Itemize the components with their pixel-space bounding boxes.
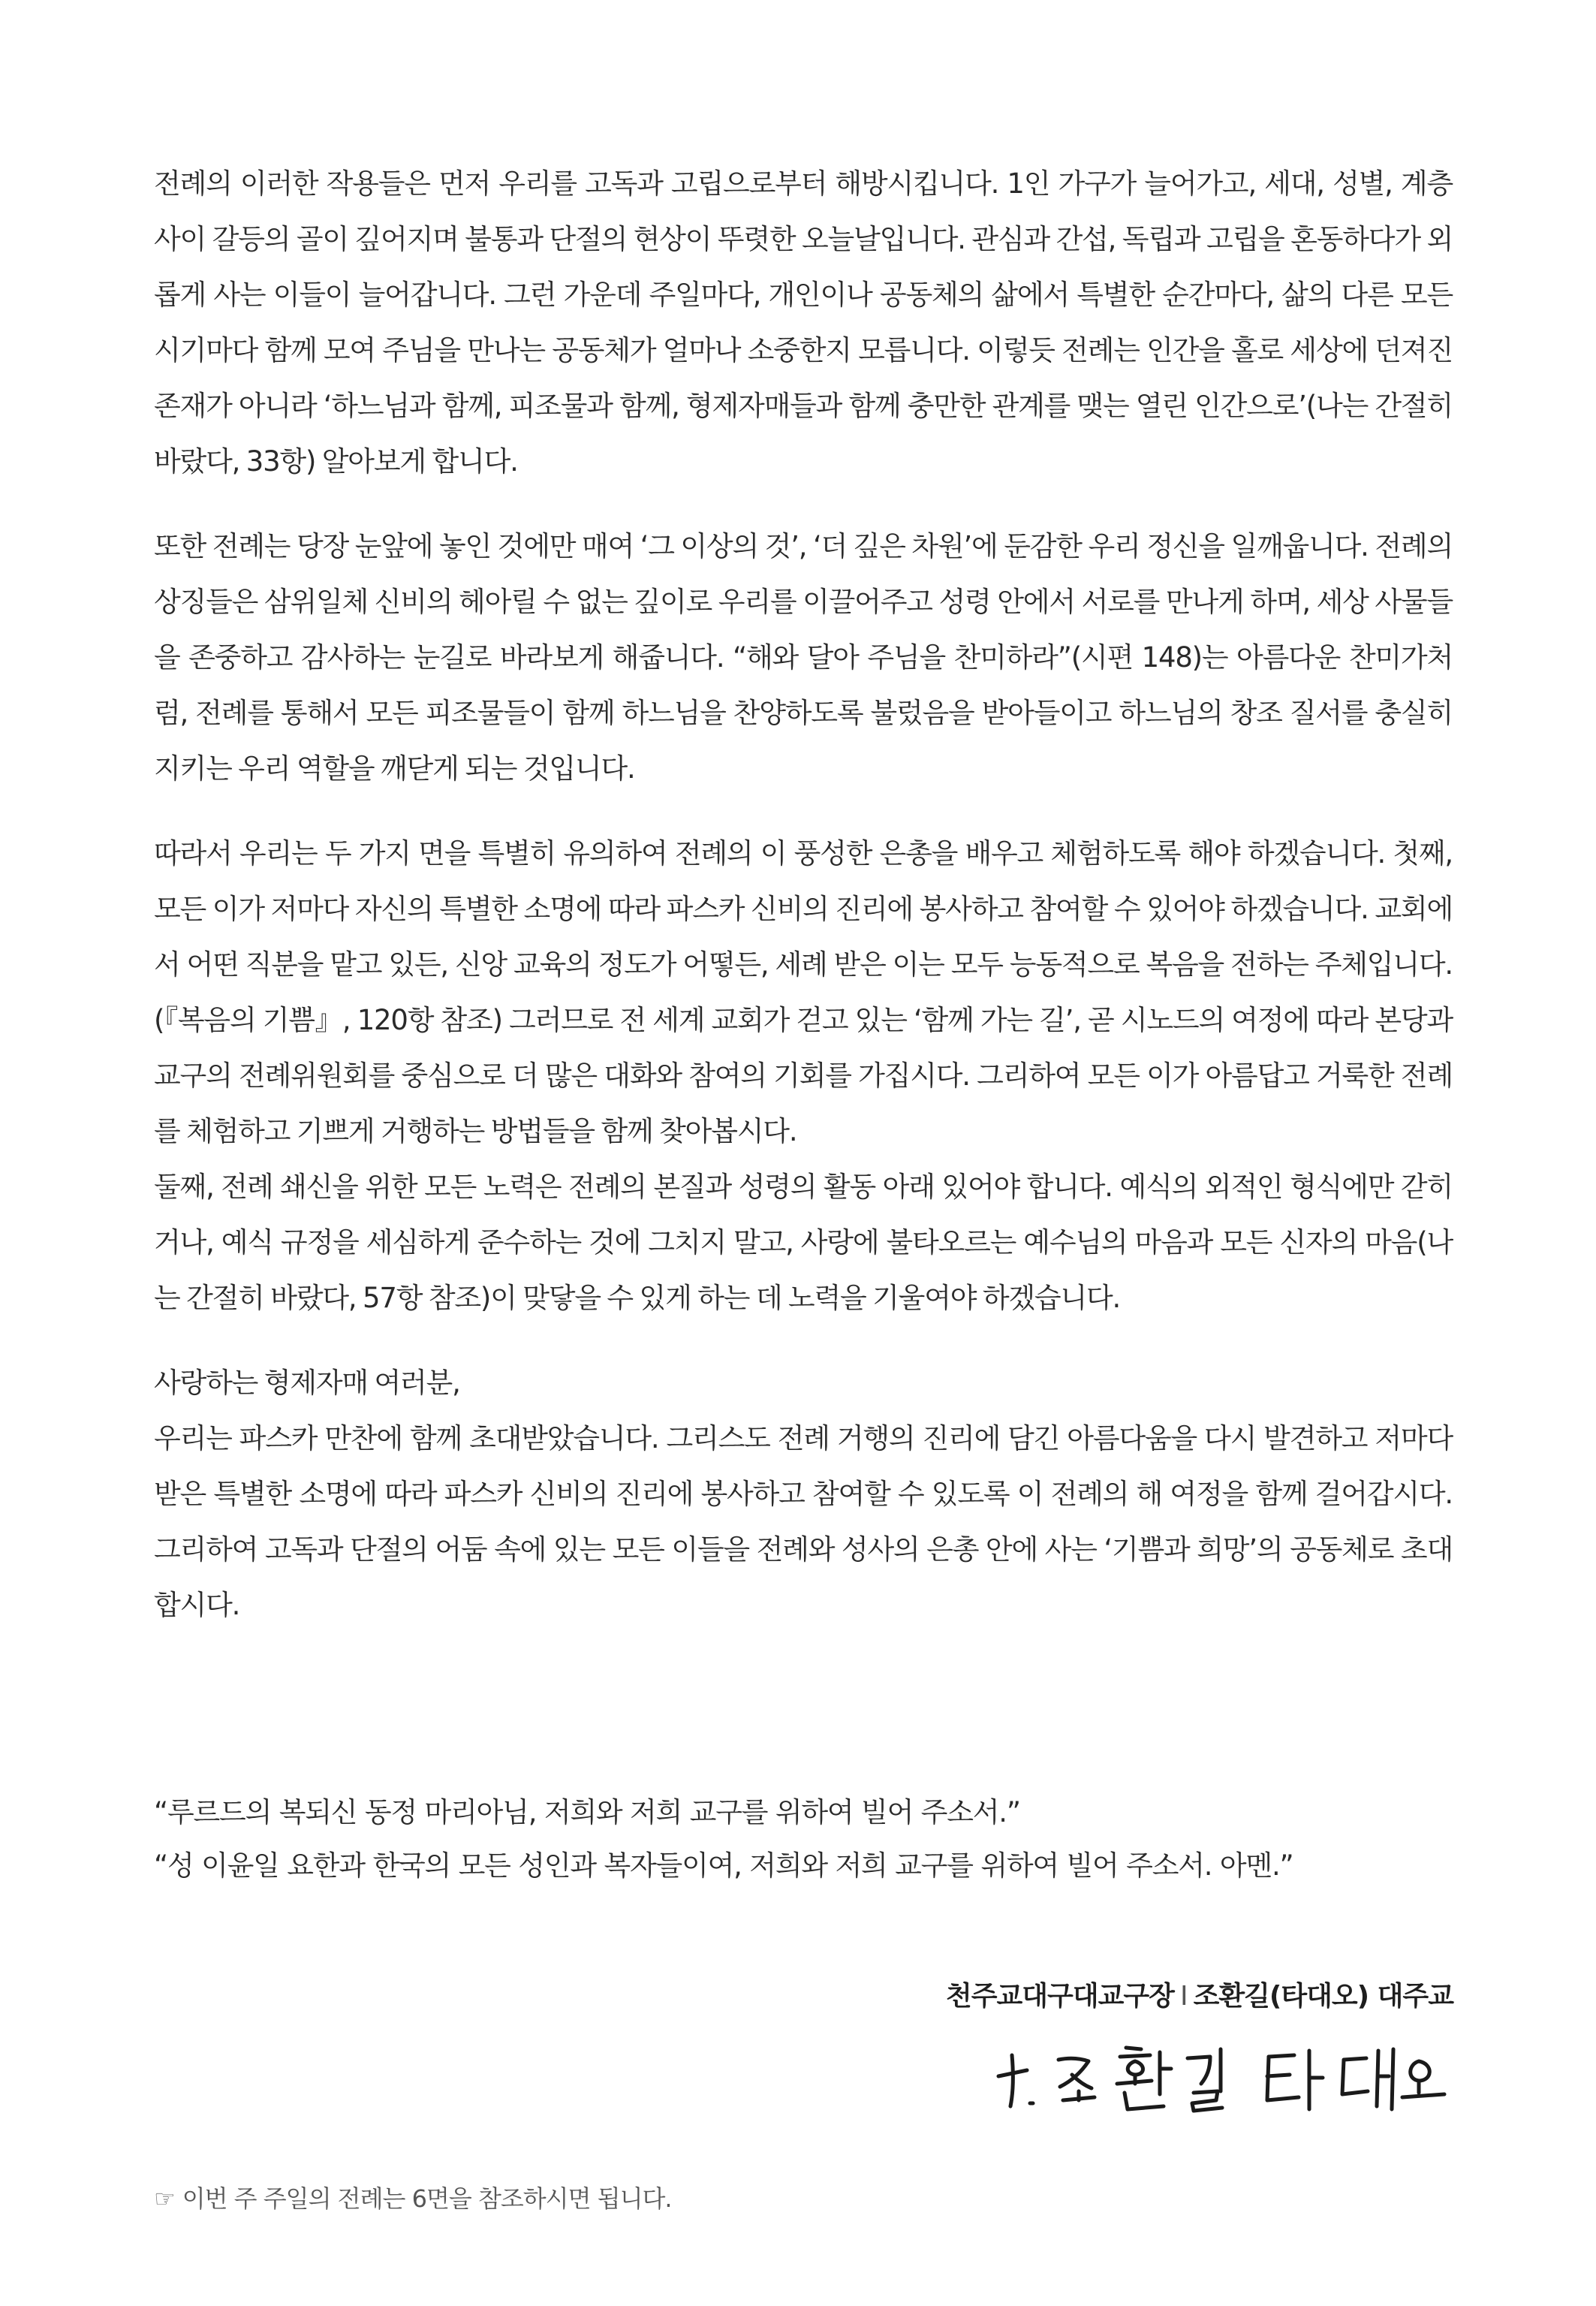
signer-name: 조환길(타대오) 대주교	[1193, 1981, 1453, 2012]
letter-body	[154, 156, 1453, 1633]
footnote-text: 이번 주 주일의 전례는 6면을 참조하시면 됩니다.	[182, 2184, 672, 2213]
signature-separator: I	[1179, 1981, 1188, 2012]
paragraph-invitation: 우리는 파스카 만찬에 함께 초대받았습니다. 그리스도 전례 거행의 진리에 담긴 아름다움을 다시 발견하고 저마다 받은 특별한 소명에 따라 파스카 신비의 진리에 봉사하고 참여할 수 있도록 이 전례의 해 여정을 함께 걸어갑시다. 그리하여 고독과 단절의 어둠 속에 있는 모든 이들을 전례와 성사의 은총 안에 사는 ‘기쁨과 희망’의 공동체로 초대합시다.	[154, 1422, 1453, 1621]
salutation: 사랑하는 형제자매 여러분,	[154, 1367, 460, 1399]
paragraph-second-point: 둘째, 전례 쇄신을 위한 모든 노력은 전례의 본질과 성령의 활동 아래 있어야 합니다. 예식의 외적인 형식에만 갇히거나, 예식 규정을 세심하게 준수하는 것에 그치지 말고, 사랑에 불타오르는 예수님의 마음과 모든 신자의 마음(나는 간절히 바랐다, 57항 참조)이 맞닿을 수 있게 하는 데 노력을 기울여야 하겠습니다.	[154, 1171, 1453, 1314]
paragraph-spirit: 또한 전례는 당장 눈앞에 놓인 것에만 매여 ‘그 이상의 것’, ‘더 깊은 차원’에 둔감한 우리 정신을 일깨웁니다. 전례의 상징들은 삼위일체 신비의 헤아릴 수 없는 깊이로 우리를 이끌어주고 성령 안에서 서로를 만나게 하며, 세상 사물들을 존중하고 감사하는 눈길로 바라보게 해줍니다. “해와 달아 주님을 찬미하라”(시편 148)는 아름다운 찬미가처럼, 전례를 통해서 모든 피조물들이 함께 하느님을 찬양하도록 불렀음을 받아들이고 하느님의 창조 질서를 충실히 지키는 우리 역할을 깨닫게 되는 것입니다.	[154, 530, 1453, 785]
prayer-saints: “성 이윤일 요한과 한국의 모든 성인과 복자들이여, 저희와 저희 교구를 위하여 빌어 주소서. 아멘.”	[154, 1849, 1293, 1882]
signature-block	[946, 1975, 1453, 2013]
footnote	[154, 2180, 672, 2214]
closing-prayers	[154, 1786, 1453, 1892]
pointing-hand-icon: ☞	[154, 2184, 175, 2213]
paragraph-first-point: 따라서 우리는 두 가지 면을 특별히 유의하여 전례의 이 풍성한 은총을 배우고 체험하도록 해야 하겠습니다. 첫째, 모든 이가 저마다 자신의 특별한 소명에 따라 파스카 신비의 진리에 봉사하고 참여할 수 있어야 하겠습니다. 교회에서 어떤 직분을 맡고 있든, 신앙 교육의 정도가 어떻든, 세례 받은 이는 모두 능동적으로 복음을 전하는 주체입니다.(『복음의 기쁨』, 120항 참조) 그러므로 전 세계 교회가 걷고 있는 ‘함께 가는 길’, 곧 시노드의 여정에 따라 본당과 교구의 전례위원회를 중심으로 더 많은 대화와 참여의 기회를 가집시다. 그리하여 모든 이가 아름답고 거룩한 전례를 체험하고 기쁘게 거행하는 방법들을 함께 찾아봅시다.	[154, 837, 1453, 1147]
paragraph-isolation: 전례의 이러한 작용들은 먼저 우리를 고독과 고립으로부터 해방시킵니다. 1인 가구가 늘어가고, 세대, 성별, 계층 사이 갈등의 골이 깊어지며 불통과 단절의 현상이 뚜렷한 오늘날입니다. 관심과 간섭, 독립과 고립을 혼동하다가 외롭게 사는 이들이 늘어갑니다. 그런 가운데 주일마다, 개인이나 공동체의 삶에서 특별한 순간마다, 삶의 다른 모든 시기마다 함께 모여 주님을 만나는 공동체가 얼마나 소중한지 모릅니다. 이렇듯 전례는 인간을 홀로 세상에 던져진 존재가 아니라 ‘하느님과 함께, 피조물과 함께, 형제자매들과 함께 충만한 관계를 맺는 열린 인간으로’(나는 간절히 바랐다, 33항) 알아보게 합니다.	[154, 167, 1453, 478]
handwritten-signature	[991, 2031, 1456, 2121]
prayer-lourdes: “루르드의 복되신 동정 마리아님, 저희와 저희 교구를 위하여 빌어 주소서.”	[154, 1796, 1020, 1828]
signer-office: 천주교대구대교구장	[945, 1981, 1174, 2012]
